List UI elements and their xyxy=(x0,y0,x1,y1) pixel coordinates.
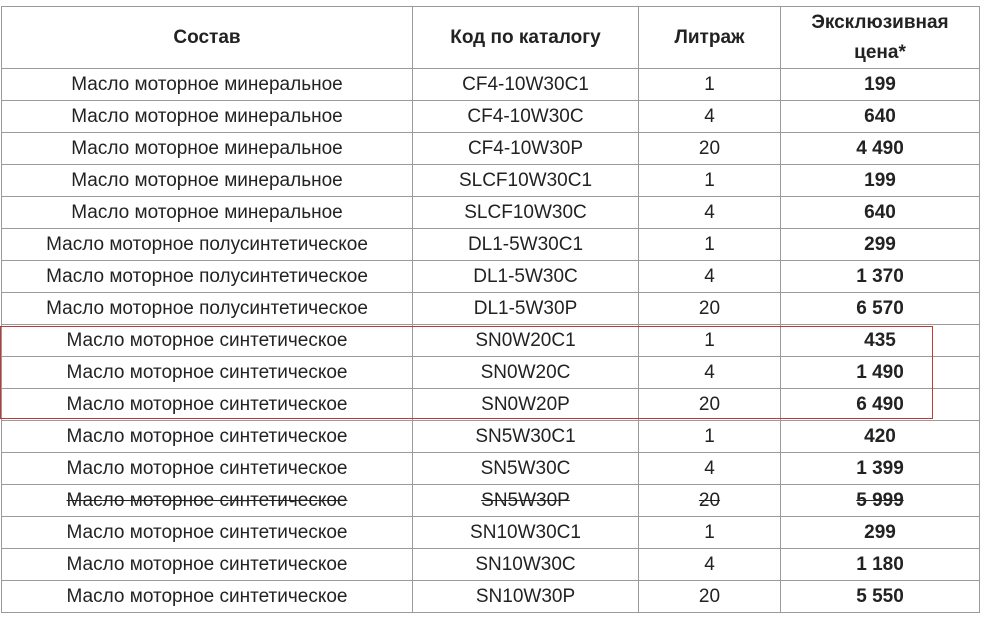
cell-catalog-code-link-text[interactable]: SLCF10W30C1 xyxy=(458,169,593,191)
cell-volume-text: 4 xyxy=(704,361,715,383)
cell-composition-text: Масло моторное полусинтетическое xyxy=(46,265,368,287)
cell-volume xyxy=(639,325,781,357)
cell-catalog-code-link[interactable] xyxy=(413,581,639,613)
cell-price-text: 199 xyxy=(864,169,896,191)
cell-volume-text: 1 xyxy=(704,425,715,447)
cell-price-text: 6 490 xyxy=(856,393,904,415)
cell-price-text: 1 180 xyxy=(856,553,904,575)
cell-catalog-code-link-text[interactable]: SN10W30C1 xyxy=(470,521,581,543)
cell-composition xyxy=(2,357,413,389)
header-composition: Состав xyxy=(2,7,413,69)
cell-composition-text: Масло моторное минеральное xyxy=(71,137,343,159)
cell-price xyxy=(781,101,980,133)
cell-price xyxy=(781,229,980,261)
cell-price xyxy=(781,389,980,421)
cell-composition xyxy=(2,133,413,165)
cell-volume xyxy=(639,485,781,517)
cell-volume-text: 4 xyxy=(704,553,715,575)
cell-price xyxy=(781,357,980,389)
cell-catalog-code-link-text[interactable]: DL1-5W30C xyxy=(473,265,578,287)
cell-composition-text: Масло моторное полусинтетическое xyxy=(46,233,368,255)
cell-composition xyxy=(2,261,413,293)
cell-volume-text: 4 xyxy=(704,105,715,127)
cell-catalog-code-link-text[interactable]: CF4-10W30P xyxy=(467,137,584,159)
cell-catalog-code-link-text[interactable]: DL1-5W30P xyxy=(473,297,578,319)
cell-catalog-code-link-text[interactable]: DL1-5W30C1 xyxy=(467,233,584,255)
cell-volume-text: 1 xyxy=(704,521,715,543)
cell-price xyxy=(781,165,980,197)
cell-price xyxy=(781,453,980,485)
cell-catalog-code-link[interactable] xyxy=(413,357,639,389)
cell-price-text: 5 999 xyxy=(856,489,904,511)
cell-catalog-code-link-text[interactable]: SN0W20C1 xyxy=(475,329,576,351)
cell-composition xyxy=(2,421,413,453)
cell-composition-text: Масло моторное синтетическое xyxy=(66,521,348,543)
cell-price-text: 4 490 xyxy=(856,137,904,159)
oil-price-table xyxy=(1,6,980,613)
table-row xyxy=(2,581,980,613)
cell-volume-text: 4 xyxy=(704,457,715,479)
cell-price xyxy=(781,549,980,581)
cell-price xyxy=(781,261,980,293)
cell-volume xyxy=(639,581,781,613)
cell-catalog-code-link[interactable] xyxy=(413,389,639,421)
cell-composition xyxy=(2,293,413,325)
cell-price-text: 640 xyxy=(864,105,896,127)
cell-volume-text: 1 xyxy=(704,329,715,351)
cell-catalog-code-link[interactable] xyxy=(413,453,639,485)
cell-volume xyxy=(639,421,781,453)
cell-composition-text: Масло моторное минеральное xyxy=(71,201,343,223)
cell-composition-text: Масло моторное синтетическое xyxy=(66,457,348,479)
cell-catalog-code-link-text[interactable]: SN10W30C xyxy=(475,553,576,575)
header-catalog-code: Код по каталогу xyxy=(413,7,639,69)
cell-catalog-code-link-text[interactable]: CF4-10W30C1 xyxy=(462,73,589,95)
cell-composition-text: Масло моторное синтетическое xyxy=(66,553,348,575)
table-row xyxy=(2,485,980,517)
cell-price xyxy=(781,325,980,357)
cell-volume-text: 4 xyxy=(704,201,715,223)
cell-catalog-code-link-text[interactable]: CF4-10W30C xyxy=(467,105,584,127)
cell-price-text: 299 xyxy=(864,233,896,255)
cell-composition xyxy=(2,549,413,581)
cell-composition xyxy=(2,197,413,229)
cell-volume-text: 20 xyxy=(698,585,721,607)
cell-catalog-code-link[interactable] xyxy=(413,517,639,549)
cell-price xyxy=(781,197,980,229)
cell-price xyxy=(781,133,980,165)
cell-volume xyxy=(639,197,781,229)
cell-composition xyxy=(2,485,413,517)
cell-price-text: 299 xyxy=(864,521,896,543)
table-body xyxy=(2,69,980,613)
cell-catalog-code-link[interactable] xyxy=(413,197,639,229)
cell-price xyxy=(781,581,980,613)
cell-volume xyxy=(639,69,781,101)
cell-catalog-code-link-text[interactable]: SN5W30C1 xyxy=(475,425,576,447)
cell-volume xyxy=(639,389,781,421)
cell-composition xyxy=(2,453,413,485)
table-row xyxy=(2,229,980,261)
table-row xyxy=(2,517,980,549)
cell-volume xyxy=(639,101,781,133)
cell-composition-text: Масло моторное синтетическое xyxy=(66,425,348,447)
cell-catalog-code-link[interactable] xyxy=(413,325,639,357)
cell-catalog-code-link[interactable] xyxy=(413,293,639,325)
cell-composition-text: Масло моторное минеральное xyxy=(71,105,343,127)
cell-volume-text: 1 xyxy=(704,233,715,255)
cell-price-text: 1 399 xyxy=(856,457,904,479)
cell-price-text: 199 xyxy=(864,73,896,95)
cell-price-text: 5 550 xyxy=(856,585,904,607)
cell-volume xyxy=(639,293,781,325)
header-exclusive-price: Эксклюзивная цена* xyxy=(781,7,980,69)
cell-catalog-code-link[interactable] xyxy=(413,165,639,197)
cell-catalog-code-link[interactable] xyxy=(413,549,639,581)
cell-composition xyxy=(2,581,413,613)
table-row xyxy=(2,197,980,229)
cell-composition-text: Масло моторное синтетическое xyxy=(66,585,348,607)
table-row xyxy=(2,325,980,357)
cell-catalog-code-link[interactable] xyxy=(413,101,639,133)
cell-price-text: 1 490 xyxy=(856,361,904,383)
cell-price-text: 435 xyxy=(864,329,896,351)
cell-catalog-code-link-text[interactable]: SN0W20C xyxy=(480,361,571,383)
cell-volume xyxy=(639,453,781,485)
cell-catalog-code-link[interactable] xyxy=(413,69,639,101)
cell-price xyxy=(781,517,980,549)
cell-composition xyxy=(2,229,413,261)
cell-composition-text: Масло моторное синтетическое xyxy=(66,489,348,511)
cell-volume-text: 1 xyxy=(704,73,715,95)
cell-catalog-code-link[interactable] xyxy=(413,421,639,453)
cell-catalog-code-link-text[interactable]: SLCF10W30C xyxy=(464,201,587,223)
cell-volume xyxy=(639,549,781,581)
cell-catalog-code-link-text[interactable]: SN5W30P xyxy=(481,489,570,511)
cell-composition-text: Масло моторное синтетическое xyxy=(66,329,348,351)
cell-volume-text: 4 xyxy=(704,265,715,287)
cell-catalog-code-link[interactable] xyxy=(413,229,639,261)
cell-composition-text: Масло моторное синтетическое xyxy=(66,393,348,415)
cell-price xyxy=(781,485,980,517)
cell-composition xyxy=(2,101,413,133)
cell-volume xyxy=(639,133,781,165)
cell-price xyxy=(781,69,980,101)
table-row xyxy=(2,357,980,389)
cell-volume xyxy=(639,229,781,261)
cell-catalog-code-link-text[interactable]: SN0W20P xyxy=(481,393,570,415)
cell-price-text: 640 xyxy=(864,201,896,223)
cell-volume xyxy=(639,357,781,389)
cell-catalog-code-link[interactable] xyxy=(413,485,639,517)
cell-volume-text: 20 xyxy=(698,393,721,415)
table-row xyxy=(2,133,980,165)
cell-composition-text: Масло моторное полусинтетическое xyxy=(46,297,368,319)
cell-composition-text: Масло моторное минеральное xyxy=(71,73,343,95)
cell-composition xyxy=(2,69,413,101)
cell-price-text: 6 570 xyxy=(856,297,904,319)
table-row xyxy=(2,421,980,453)
cell-catalog-code-link-text[interactable]: SN10W30P xyxy=(475,585,576,607)
table-row xyxy=(2,101,980,133)
cell-composition xyxy=(2,325,413,357)
cell-volume xyxy=(639,165,781,197)
table-row xyxy=(2,69,980,101)
table-row xyxy=(2,293,980,325)
table-row xyxy=(2,453,980,485)
cell-price xyxy=(781,421,980,453)
table-row xyxy=(2,261,980,293)
cell-catalog-code-link[interactable] xyxy=(413,133,639,165)
header-volume: Литраж xyxy=(639,7,781,69)
table-row xyxy=(2,389,980,421)
cell-volume xyxy=(639,517,781,549)
cell-catalog-code-link-text[interactable]: SN5W30C xyxy=(480,457,571,479)
cell-volume-text: 20 xyxy=(698,137,721,159)
cell-composition-text: Масло моторное синтетическое xyxy=(66,361,348,383)
table-row xyxy=(2,549,980,581)
table-header-row xyxy=(2,7,980,69)
cell-composition-text: Масло моторное минеральное xyxy=(71,169,343,191)
cell-composition xyxy=(2,517,413,549)
cell-price-text: 420 xyxy=(864,425,896,447)
cell-volume-text: 20 xyxy=(698,297,721,319)
cell-composition xyxy=(2,165,413,197)
table-row xyxy=(2,165,980,197)
cell-catalog-code-link[interactable] xyxy=(413,261,639,293)
cell-volume xyxy=(639,261,781,293)
cell-price-text: 1 370 xyxy=(856,265,904,287)
cell-volume-text: 20 xyxy=(698,489,721,511)
cell-volume-text: 1 xyxy=(704,169,715,191)
cell-composition xyxy=(2,389,413,421)
cell-price xyxy=(781,293,980,325)
